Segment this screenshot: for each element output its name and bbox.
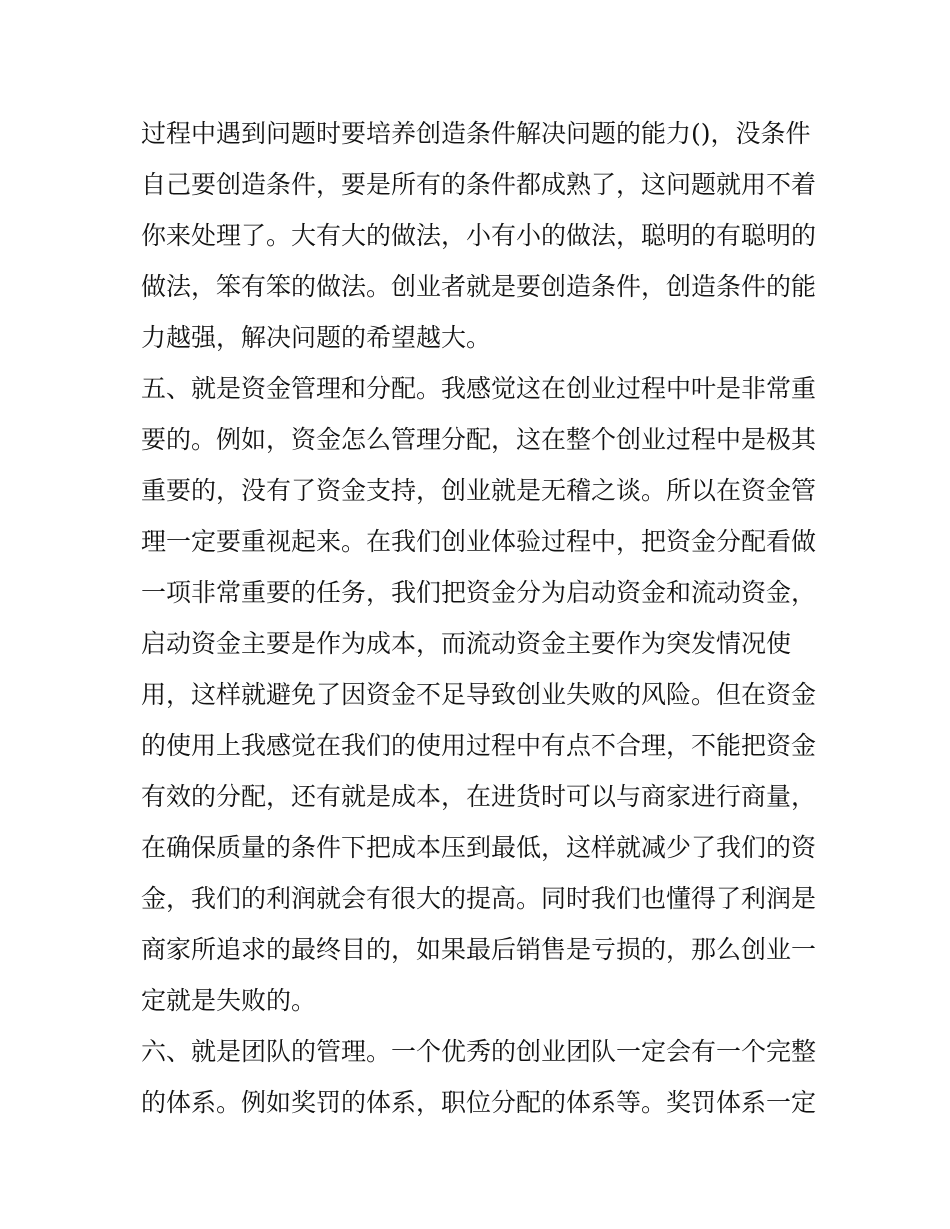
text-line: 重要的，没有了资金支持，创业就是无稽之谈。所以在资金管 — [141, 476, 817, 505]
text-line: 要的。例如，资金怎么管理分配，这在整个创业过程中是极其 — [141, 425, 817, 454]
text-line: 金，我们的利润就会有很大的提高。同时我们也懂得了利润是 — [141, 884, 817, 913]
text-line: 自己要创造条件，要是所有的条件都成熟了，这问题就用不着 — [141, 170, 817, 199]
text-line: 启动资金主要是作为成本，而流动资金主要作为突发情况使 — [141, 629, 792, 658]
text-line: 力越强，解决问题的希望越大。 — [141, 323, 492, 352]
text-line: 一项非常重要的任务，我们把资金分为启动资金和流动资金， — [141, 578, 817, 607]
text-line: 定就是失败的。 — [141, 986, 317, 1015]
text-line: 在确保质量的条件下把成本压到最低，这样就减少了我们的资 — [141, 833, 817, 862]
text-line: 你来处理了。大有大的做法，小有小的做法，聪明的有聪明的 — [141, 221, 817, 250]
text-line: 理一定要重视起来。在我们创业体验过程中，把资金分配看做 — [141, 527, 817, 556]
text-line: 五、就是资金管理和分配。我感觉这在创业过程中叶是非常重 — [141, 374, 817, 403]
text-line: 的体系。例如奖罚的体系，职位分配的体系等。奖罚体系一定 — [141, 1088, 817, 1117]
text-line: 有效的分配，还有就是成本，在进货时可以与商家进行商量， — [141, 782, 817, 811]
text-line: 商家所追求的最终目的，如果最后销售是亏损的，那么创业一 — [141, 935, 817, 964]
text-line: 的使用上我感觉在我们的使用过程中有点不合理，不能把资金 — [141, 731, 817, 760]
document-body — [141, 108, 821, 1128]
text-line: 用，这样就避免了因资金不足导致创业失败的风险。但在资金 — [141, 680, 817, 709]
text-line: 过程中遇到问题时要培养创造条件解决问题的能力()，没条件 — [141, 119, 811, 148]
text-line: 做法，笨有笨的做法。创业者就是要创造条件，创造条件的能 — [141, 272, 817, 301]
text-line: 六、就是团队的管理。一个优秀的创业团队一定会有一个完整 — [141, 1037, 817, 1066]
